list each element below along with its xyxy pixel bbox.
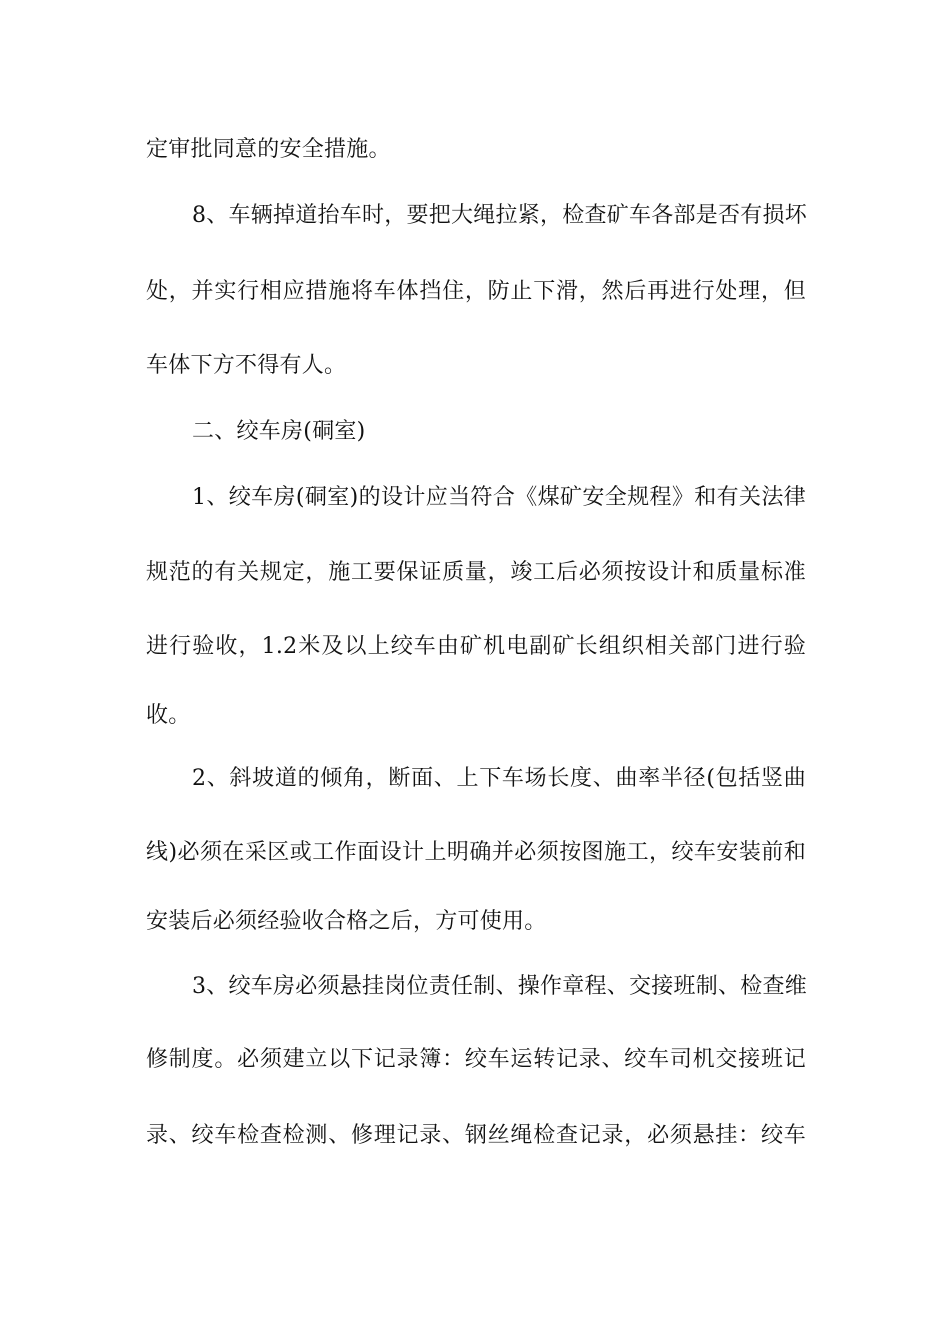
paragraph-item-1-line: 1、绞车房(硐室)的设计应当符合《煤矿安全规程》和有关法律 <box>192 485 806 510</box>
paragraph-item-8-line: 8、车辆掉道抬车时，要把大绳拉紧，检查矿车各部是否有损坏 <box>192 203 807 228</box>
text-line: 定审批同意的安全措施。 <box>146 137 391 162</box>
text-line: 处，并实行相应措施将车体挡住，防止下滑，然后再进行处理，但 <box>146 279 806 304</box>
paragraph-item-2-line: 2、斜坡道的倾角，断面、上下车场长度、曲率半径(包括竖曲 <box>192 766 806 791</box>
text-line: 进行验收，1.2米及以上绞车由矿机电副矿长组织相关部门进行验 <box>146 634 806 659</box>
text-line: 线)必须在采区或工作面设计上明确并必须按图施工，绞车安装前和 <box>146 840 806 865</box>
paragraph-item-3-line: 3、绞车房必须悬挂岗位责任制、操作章程、交接班制、检查维 <box>192 974 807 999</box>
text-line: 规范的有关规定，施工要保证质量，竣工后必须按设计和质量标准 <box>146 560 806 585</box>
text-line: 录、绞车检查检测、修理记录、钢丝绳检查记录，必须悬挂：绞车 <box>146 1123 806 1148</box>
text-line: 安装后必须经验收合格之后，方可使用。 <box>146 909 547 934</box>
text-line: 车体下方不得有人。 <box>146 353 347 378</box>
text-line: 收。 <box>146 703 191 728</box>
text-line: 修制度。必须建立以下记录簿：绞车运转记录、绞车司机交接班记 <box>146 1047 806 1072</box>
section-heading: 二、绞车房(硐室) <box>192 419 366 444</box>
